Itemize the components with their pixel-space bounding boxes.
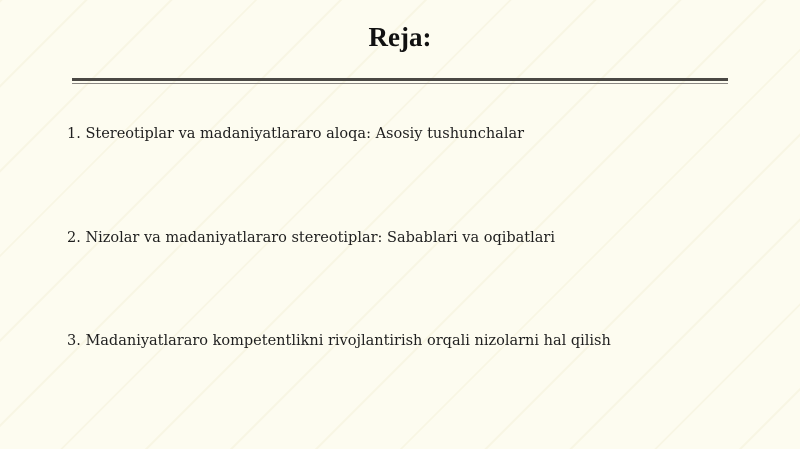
plan-item-1: 1. Stereotiplar va madaniyatlararo aloqa: Asosiy tushunchalar — [67, 126, 525, 142]
title-divider-thin — [72, 83, 728, 84]
plan-item-2: 2. Nizolar va madaniyatlararo stereotiplar: Sabablari va oqibatlari — [67, 230, 555, 246]
plan-item-3: 3. Madaniyatlararo kompetentlikni rivojlantirish orqali nizolarni hal qilish — [67, 333, 611, 349]
title-divider-thick — [72, 78, 728, 81]
slide-title: Reja: — [368, 22, 432, 52]
